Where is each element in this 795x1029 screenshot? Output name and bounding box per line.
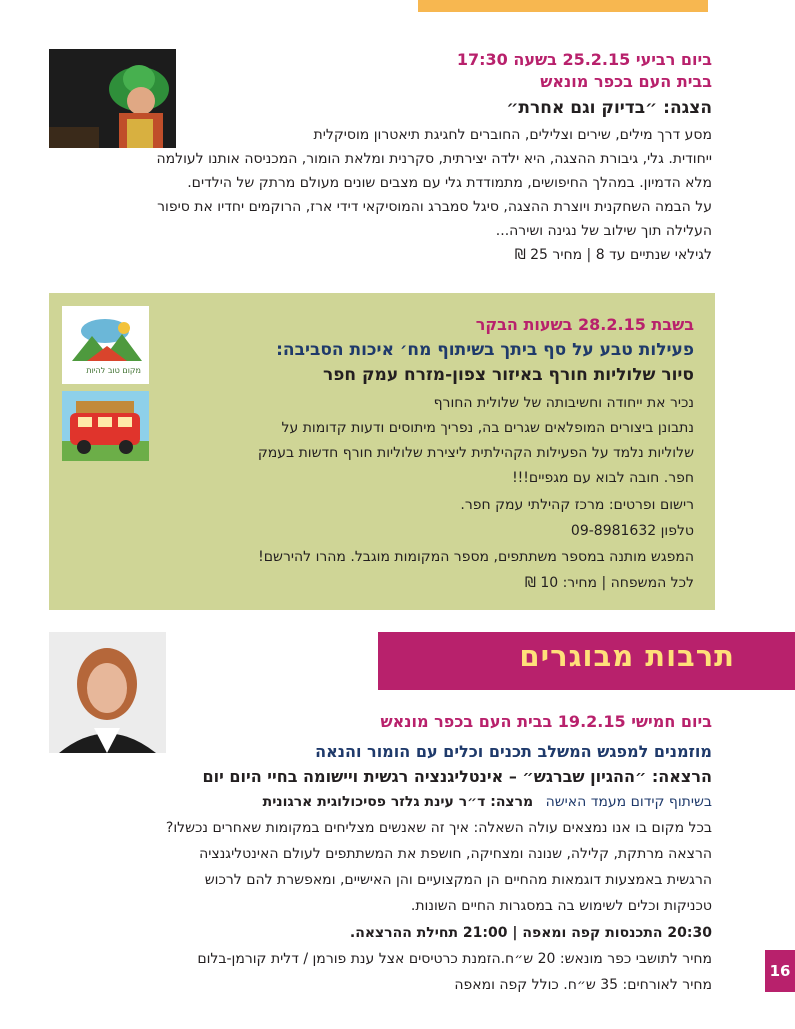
event3-partner: בשיתוף קידום מעמד האישה	[545, 794, 712, 810]
page-number: 16	[765, 950, 795, 992]
event2-title: סיור שלוליות חורף באיזור צפון-מזרח עמק חפר	[322, 365, 694, 385]
event1-venue: בבית העם בכפר מונאש	[540, 72, 712, 91]
event3-body-line: הרגשית באמצעות דוגמאות מהחיים הן המקצועיים והן האישיים, ומאפשרת להם לרכוש	[204, 872, 712, 888]
event3-date: ביום חמישי 19.2.15 בבית העם בכפר מונאש	[380, 712, 712, 731]
event3-price-residents: מחיר לתושבי כפר מונאש: 20 ש״ח.הזמנת כרטיסים אצל ענת פורמן / דלית קורמן-בלום	[197, 951, 712, 967]
nature-logo-image	[62, 306, 149, 384]
event1-date: ביום רביעי 25.2.15 בשעה 17:30	[456, 50, 712, 69]
event3-price-guests: מחיר לאורחים: 35 ש״ח. כולל קפה ומאפה	[454, 977, 712, 993]
event1-body-line: מלא הדמיון. במהלך החיפושים, מתמודדת גלי עם מצבים שונים מעולם מרתק של הילדים.	[187, 175, 712, 191]
event3-body-line: בכל מקום בו אנו נמצאים עולה השאלה: איך זה שאנשים מצליחים במקומות שאחרים נכשלו?	[165, 820, 712, 836]
top-accent-tab	[418, 0, 708, 12]
event2-body-line: רישום ופרטים: מרכז קהילתי עמק חפר.	[460, 497, 694, 513]
event2-body-line: נתבונן ביצורים המופלאים שגרים בה, נפריך מיתוסים ודעות קדומות על	[281, 420, 694, 436]
lecturer-photo	[49, 632, 166, 753]
event1-body-line: על הבמה השחקנית ויוצרת ההצגה, סיגל סמברג והמוסיקאי דידי ארז, הרוקמים יחדיו את סיפור	[157, 199, 712, 215]
family-car-image	[62, 391, 149, 461]
event1-body-line: ייחודית. גלי, גיבורת ההצגה, היא ילדה יצירתית, סקרנית ומלאת הומור, המכניסה אותנו לעולמה	[156, 151, 712, 167]
event2-body-line: שלוליות נלמד על הפעילות הקהילתית ליצירת שלוליות חורף חדשות בעמק	[257, 445, 694, 461]
event3-body-line: טכניקות וכלים לשימוש בה במסגרות החיים השונות.	[410, 898, 712, 914]
event3-invite: מוזמנים למפגש המשלב תכנים וכלים עם הומור והנאה	[315, 742, 712, 761]
event1-body-line: העלילה תוך שילוב של נגינה ושירה...	[495, 223, 712, 239]
event2-price: לכל המשפחה | מחיר: 10 ₪	[524, 575, 694, 591]
event2-phone: טלפון 09-8981632	[570, 523, 694, 539]
event1-show-title: הצגה: ״בדיוק וגם אחרת״	[506, 98, 712, 118]
performer-illustration	[49, 49, 176, 148]
clown-performer-photo	[49, 49, 176, 148]
event2-body-line: המפגש מותנה במספר משתתפים, מספר המקומות מוגבל. מהרו להירשם!	[258, 549, 694, 565]
event3-body-line: הרצאה מרתקת, קלילה, שנונה ומצחיקה, חושפת את המשתתפים לעולם האינטליגנציה	[199, 846, 712, 862]
event2-body-line: חפר. חובה לבוא עם מגפיים!!!	[512, 470, 694, 486]
event1-price: לגילאי שנתיים עד 8 | מחיר 25 ₪	[514, 247, 712, 263]
event3-lecture-title: הרצאה: ״ההגיון שברגש״ – אינטליגנציה רגשית ויישומה בחיי היום יום	[202, 767, 712, 786]
portrait-illustration	[49, 632, 166, 753]
event3-speaker: מרצה: ד״ר עינת גלזר פסיכולוגית ארגונית	[262, 794, 534, 810]
event3-credits	[263, 791, 712, 814]
event1-body-line: מסע דרך מילים, שירים וצלילים, החוברים לחגיגת תיאטרון מוסיקלית	[313, 127, 712, 143]
logo-caption: מקום טוב להיות	[86, 366, 141, 375]
event2-date: בשבת 28.2.15 בשעות הבקר	[475, 315, 694, 334]
event3-schedule: 20:30 התכנסות קפה ומאפה | 21:00 תחילת ההרצאה.	[349, 925, 712, 941]
car-illustration-icon	[62, 391, 149, 461]
section-banner	[378, 632, 795, 690]
section-title: תרבות מבוגרים	[519, 639, 735, 673]
event2-subtitle: פעילות טבע על סף ביתך בשיתוף מח׳ איכות הסביבה:	[276, 340, 694, 360]
event2-body-line: נכיר את ייחודה וחשיבותה של שלולית החורף	[433, 395, 694, 411]
